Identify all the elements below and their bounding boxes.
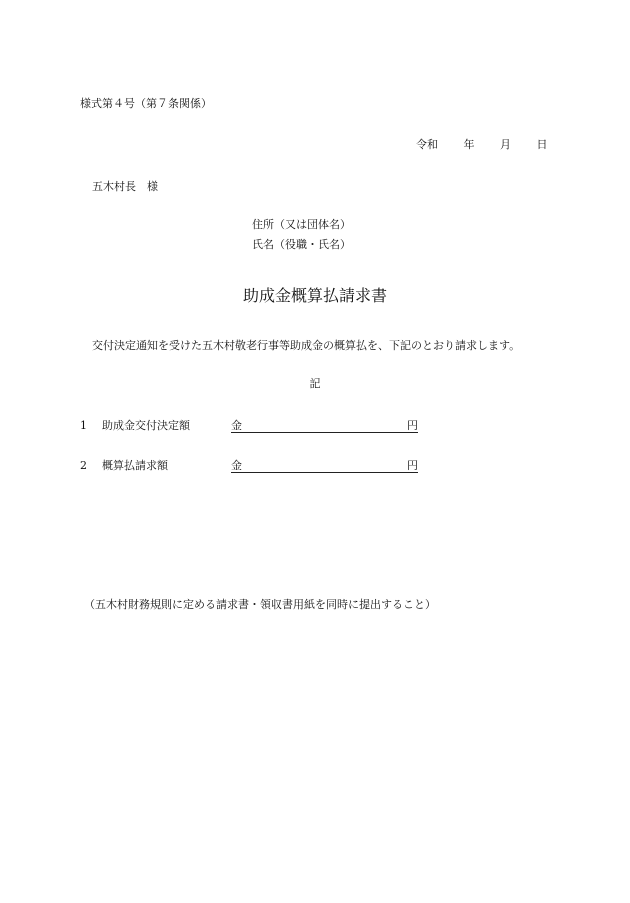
applicant-name-label: 氏名（役職・氏名） xyxy=(252,238,351,251)
footnote: （五木村財務規則に定める請求書・領収書用紙を同時に提出すること） xyxy=(84,598,436,611)
amount-suffix: 円 xyxy=(407,419,418,432)
request-statement: 交付決定通知を受けた五木村敬老行事等助成金の概算払を、下記のとおり請求します。 xyxy=(92,339,521,352)
item-label: 助成金交付決定額 xyxy=(102,419,190,432)
form-number: 様式第４号（第７条関係） xyxy=(80,97,212,110)
date-line xyxy=(416,138,548,152)
item-label: 概算払請求額 xyxy=(102,459,168,472)
amount-prefix: 金 xyxy=(231,419,242,432)
document-title: 助成金概算払請求書 xyxy=(242,286,387,305)
date-year: 年 xyxy=(463,138,475,151)
date-era: 令和 xyxy=(416,138,438,151)
grant-amount-field[interactable] xyxy=(231,417,418,433)
item-number: 2 xyxy=(80,459,87,472)
ki-heading: 記 xyxy=(309,377,321,390)
date-day: 日 xyxy=(536,138,548,151)
amount-prefix: 金 xyxy=(231,459,242,472)
date-month: 月 xyxy=(500,138,511,151)
addressee: 五木村長 様 xyxy=(92,180,158,193)
item-number: 1 xyxy=(80,419,87,432)
request-amount-field[interactable] xyxy=(231,457,418,473)
amount-suffix: 円 xyxy=(407,459,418,472)
applicant-address-label: 住所（又は団体名） xyxy=(252,218,351,231)
